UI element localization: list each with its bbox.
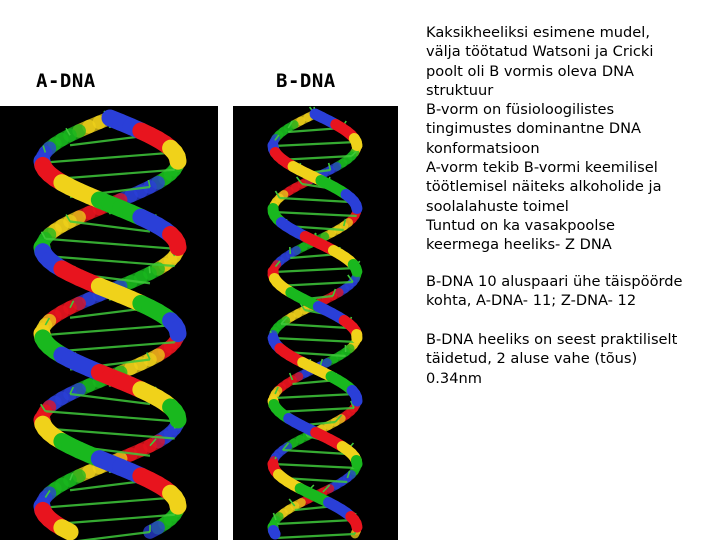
base-pair-rung (45, 498, 174, 508)
text-line: välja töötatud Watsoni ja Cricki (426, 43, 654, 61)
paragraph-helix-rise (426, 330, 718, 388)
text-line: kohta, A-DNA- 11; Z-DNA- 12 (426, 292, 637, 310)
paragraph-dna-models (426, 23, 718, 255)
base-pair-rung (45, 153, 174, 163)
base-pair-rung (273, 338, 357, 342)
text-line: B-vorm on füsioloogilistes (426, 101, 615, 119)
text-line: poolt oli B vormis oleva DNA (426, 62, 635, 80)
text-line: Kaksikheeliksi esimene mudel, (426, 24, 650, 41)
base-pair-rung (281, 324, 349, 328)
backbone-segment (150, 528, 158, 532)
backbone-segment (356, 268, 357, 272)
backbone-segment (62, 528, 70, 532)
text-line: struktuur (426, 81, 494, 99)
text-line: B-DNA 10 aluspaari ühe täispöörde (426, 273, 683, 290)
text-line: 0.34nm (426, 369, 482, 387)
backbone-segment (177, 502, 178, 506)
backbone-segment (273, 531, 275, 535)
base-pair-rung (45, 325, 174, 335)
base-pair-rung (45, 239, 174, 249)
base-pair-rung (275, 534, 355, 538)
text-line: Tuntud on ka vasakpoolse (426, 216, 615, 234)
backbone-segment (356, 524, 357, 528)
backbone-segment (356, 142, 357, 146)
text-line: konformatsioon (426, 139, 540, 157)
backbone-segment (177, 157, 178, 161)
base-pair-rung (45, 411, 174, 421)
backbone-segment (177, 329, 178, 333)
text-line: B-DNA heeliks on seest praktiliselt (426, 331, 678, 348)
base-pair-rung (280, 198, 351, 202)
base-pair-rung (274, 268, 355, 272)
base-pair-rung (273, 212, 356, 216)
backbone-segment (356, 461, 357, 465)
backbone-segment (356, 205, 357, 209)
text-line: tingimustes dominantne DNA (426, 120, 641, 138)
text-line: täidetud, 2 aluse vahe (tõus) (426, 350, 638, 368)
a-dna-label: A-DNA (36, 70, 96, 92)
base-pair-rung (70, 532, 150, 540)
base-pair-rung (283, 450, 348, 454)
backbone-segment (177, 416, 178, 420)
text-line: keermega heeliks- Z DNA (426, 236, 612, 254)
base-pair-rung (274, 142, 357, 146)
sidechain-spike (149, 266, 150, 273)
paragraph-base-pairs-per-turn (426, 272, 718, 311)
base-pair-rung (275, 394, 355, 398)
b-dna-label: B-DNA (276, 70, 336, 92)
base-pair-rung (276, 520, 354, 524)
a-dna-helix-image (0, 106, 218, 540)
text-line: töötlemisel näiteks alkoholide ja (426, 178, 662, 196)
text-line: A-vorm tekib B-vormi keemilisel (426, 159, 658, 177)
text-line: soolalahuste toimel (426, 197, 569, 215)
backbone-segment (177, 243, 178, 247)
b-dna-helix-image (233, 106, 398, 540)
base-pair-rung (273, 464, 357, 468)
